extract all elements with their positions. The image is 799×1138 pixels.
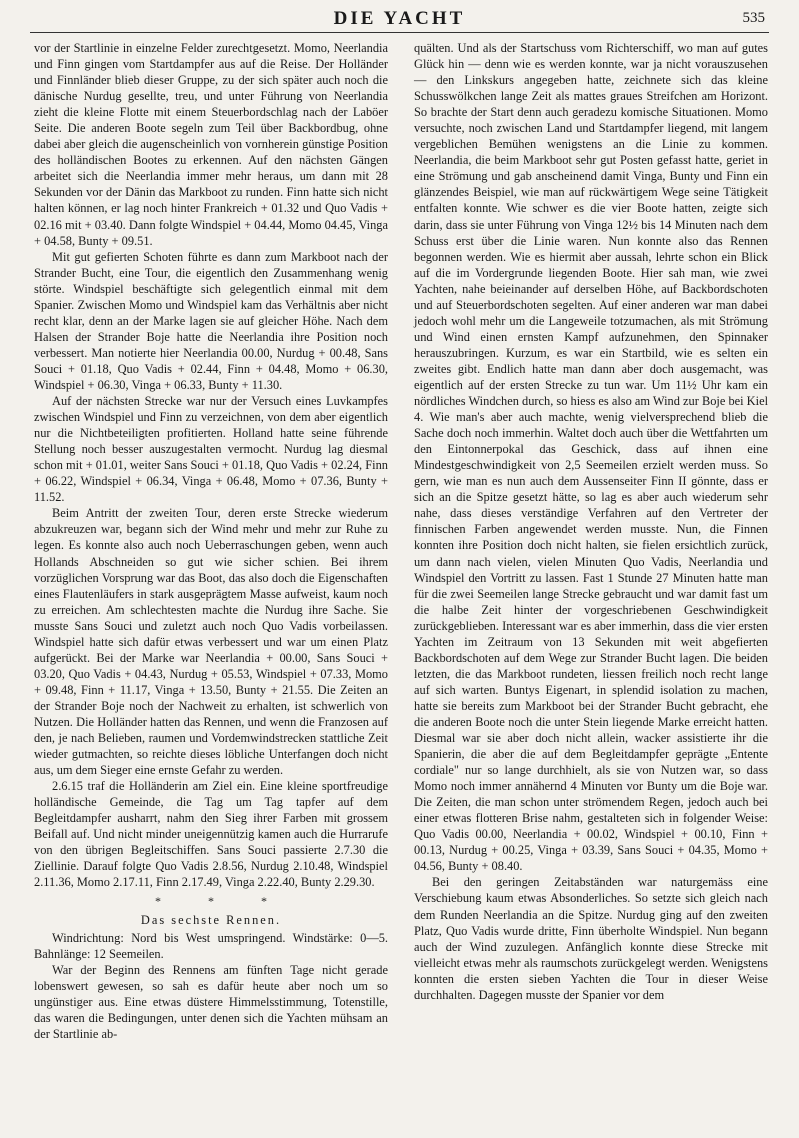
paragraph: quälten. Und als der Startschuss vom Richterschiff, wo man auf gutes Glück hin — denn wie es werden konnte, war ja nicht vorauszusehen — den Linkskurs angegeben hatte, zeichnete sich das kleine Schusswölkchen lange Zeit als mattes graues Streifchen am Horizont. So brachte der Start denn auch geradezu komische Situationen. Momo versuchte, noch zwischen Land und Startdampfer liegend, mit langem vergeblichen Bemühen wenigstens an die Linie zu kommen. Neerlandia, die beim Markboot sehr gut Posten gefasst hatte, geriet in eine Strömung und gab anscheinend damit Vinga, Bunty und Finn ein glänzendes Beispiel, wie man auf rückwärtigem Wege seine Tätigkeit entfalten konnte. Wie schwer es die vier Boote hatten, zeigte sich darin, dass sie unter Führung von Vinga 12½ bis 14 Minuten nach dem Schuss erst über die Linie waren. Nun konnte also das Rennen begonnen werden. Wie es hiermit aber aussah, lehrte schon ein Blick auf die im Vordergrunde liegenden Boote. Hier sah man, wie zwei Yachten, nahe beieinander auf derselben Höhe, auf Backbordschoten und auf Steuerbordschoten segelten. Auf einer anderen war man dabei jedoch wohl mehr um die Langeweile totzumachen, als mit Strömung und Wind einen ernsten Kampf aufzunehmen, den Spinnaker herauszubringen. Kurzum, es war ein Startbild, wie es selten ein zweites gibt. Endlich hatte man dann aber doch ausgemacht, was eigentlich auf der ersten Strecke zu tun war. Um 11½ Uhr kam ein nördliches Windchen durch, so hiess es also am Wind zur Boje bei Kiel 4. Wie man's aber auch machte, wenig vielversprechend blieb die Sache doch noch immerhin. Waltet doch auch über die Wettfahrten um den Eintonnerpokal das Geschick, dass auf ihnen eine Mindestgeschwindigkeit von 2,5 Seemeilen erzielt werden muss. So gern, wie man es nun auch dem Aussenseiter Finn II gönnte, dass er sich an die Spitze gesetzt hätte, so lag es aber auch wiederum sehr nahe, dass dieses verständige Verfahren auf den Vertreter der finnischen Farben angewendet werden musste. Nun, die Finnen konnten ihre Position doch nicht halten, sie fielen ersichtlich zurück, um dann nach vielen, vielen Minuten Quo Vadis, Neerlandia und Windspiel den Vortritt zu lassen. Fast 1 Stunde 27 Minuten hatte man für die zwei Seemeilen lange Strecke gebraucht und war damit fast um die halbe Zeit hinter der vorgeschriebenen Geschwindigkeit zurückgeblieben. Interessant war es aber immerhin, dass die vier ersten Yachten im Zeitraum von 13 Sekunden mit weit abgefierten Backbordschoten auf dem Wege zur Strander Bucht lagen. Die beiden letzten, die das Markboot rundeten, liessen freilich noch recht lange auf sich warten. Buntys Eigenart, in splendid isolation zu machen, hatte sie bereits zum Markboot bei der Strander Bucht gebracht, ehe die anderen Boote noch die unter Stein liegende Marke erreicht hatten. Diesmal war sie aber doch nicht allein, wacker assistierte ihr die Spanierin, die aber die auf dem Begleitdampfer geprägte „Entente cordiale" nur so lange durchhielt, als sie von Nutzen war, so dass Momo noch immer annähernd 4 Minuten vor Bunty um die Boje war. Die Zeiten, die man schon unter strömendem Regen, jedoch auch bei einer etwas flotteren Brise nahm, gestalteten sich in folgender Weise: Quo Vadis 00.00, Neerlandia + 00.02, Windspiel + 00.10, Finn + 00.13, Nurdug + 00.25, Vinga + 03.39, Sans Souci + 04.35, Momo + 04.56, Bunty + 08.40. <box>414 41 769 874</box>
page-header <box>30 6 769 33</box>
section-heading: Das sechste Rennen. <box>140 912 282 927</box>
paragraph: Beim Antritt der zweiten Tour, deren erste Strecke wiederum abzukreuzen war, begann sich der Wind mehr und mehr zur Ruhe zu legen. Es konnte also auch noch Ueberraschungen geben, wenn auch Hollands Abschneiden so gut wie sicher schien. Bei ihrem vorzüglichen Vorsprung war das Boot, das also doch die Eigenschaften eines Flautenläufers in stark ausgeprägtem Masse aufweist, kaum noch zu erreichen. Am schlechtesten machte die Nurdug ihre Sache. Sie musste Sans Souci und zuletzt auch noch Quo Vadis vorbeilassen. Windspiel hatte sich dafür etwas verbessert und war um einen Platz aufgerückt. Bei der Marke war Neerlandia + 00.00, Sans Souci + 03.20, Quo Vadis + 04.43, Nurdug + 05.53, Windspiel + 07.33, Momo + 09.48, Finn + 11.17, Vinga + 13.50, Bunty + 21.55. Die Zeiten an der Strander Boje noch der Nachweit zu erhalten, ist schwerlich von Nutzen. Die Holländer hatten das Rennen, und wenn die Franzosen auf den, je nach Belieben, raumen und Vordemwindstrecken stattliche Zeit wieder gutmachten, so reichte dieses löbliche Unterfangen doch nicht aus, um dem Sieger eine ernste Gefahr zu werden. <box>34 506 388 778</box>
paragraph: Bei den geringen Zeitabständen war naturgemäss eine Verschiebung kaum etwas Absonderliches. So setzte sich gleich nach dem Runden Neerlandia an die Spitze. Nurdug ging auf den zweiten Platz, Quo Vadis wurde dritte, Finn überholte Windspiel. Nun begann auch der Wind zuzulegen. Anfänglich konnte diese Strecke mit vielleicht etwas mehr als raumschots zurückgelegt werden. Wenigstens konnten die ersten sieben Yachten die Tour in dieser Weise durchhalten. Dagegen musste der Spanier vor dem <box>414 875 768 1002</box>
paragraph: Auf der nächsten Strecke war nur der Versuch eines Luvkampfes zwischen Windspiel und Finn zu verzeichnen, von dem aber eigentlich nur die Nichtbeteiligten profitierten. Holland hatte seine führende Stellung noch besser auszugestalten vermocht. Nurdug lag diesmal schon mit + 01.01, weiter Sans Souci + 01.18, Quo Vadis + 02.24, Finn + 06.22, Windspiel + 06.34, Vinga + 06.48, Momo + 07.36, Bunty + 11.52. <box>34 394 388 505</box>
running-title: DIE YACHT <box>333 8 466 29</box>
section-separator: * * * <box>155 894 289 909</box>
left-column <box>34 40 388 1042</box>
page-number: 535 <box>742 10 765 26</box>
paragraph: vor der Startlinie in einzelne Felder zurechtgesetzt. Momo, Neerlandia und Finn gingen vom Startdampfer aus auf die Reise. Der Holländer und Finnländer blieb dieser Gruppe, zu der sich später auch noch die dänische Nurdug gesellte, treu, und unter Führung von Neerlandia zieht die kleine Flotte mit einem Steuerbordschlag nach der Laböer Seite. Die anderen Boote segeln zum Teil über Backbordbug, ohne dabei aber gleich die augenscheinlich von vornherein günstige Position des holländischen Bootes zu erkennen. Auf den nächsten Gängen arbeitet sich die Neerlandia immer mehr heraus, um dann mit 28 Sekunden vor der Dänin das Markboot zu runden. Finn hatte sich nicht halten können, er lag noch hinter Frankreich + 01.32 und Quo Vadis + 02.16 mit + 03.40. Dann folgte Windspiel + 04.44, Momo 04.45, Vinga + 04.58, Bunty + 09.51. <box>34 41 388 248</box>
paragraph: Mit gut gefierten Schoten führte es dann zum Markboot nach der Strander Bucht, eine Tour, die eigentlich den Zusammenhang wenig störte. Windspiel beschäftigte sich gelegentlich einmal mit dem Spanier. Zwischen Momo und Windspiel kam das Verhältnis aber nicht recht klar, denn an der Marke lagen sie auf gleicher Höhe. Nach dem Halsen der Strander Boje hatte die Neerlandia ihre Position noch verbessert. Man notierte hier Neerlandia 00.00, Nurdug + 00.48, Sans Souci + 01.18, Quo Vadis + 02.44, Finn + 04.48, Momo + 06.30, Windspiel + 06.30, Vinga + 06.33, Bunty + 11.30. <box>34 249 388 392</box>
paragraph: Windrichtung: Nord bis West umspringend. Windstärke: 0—5. Bahnlänge: 12 Seemeilen. <box>34 930 388 961</box>
paragraph: 2.6.15 traf die Holländerin am Ziel ein. Eine kleine sportfreudige holländische Gemeinde, die Tag um Tag tapfer auf dem Begleitdampfer ausharrt, nahm den Sieg ihrer Farben mit grossem Beifall auf. Und nicht minder uneigennützig kamen auch die Hurrarufe von den übrigen Begleitschiffen. Sans Souci passierte 2.7.30 die Ziellinie. Darauf folgte Quo Vadis 2.8.56, Nurdug 2.10.48, Windspiel 2.11.36, Momo 2.17.11, Finn 2.17.49, Vinga 2.22.40, Bunty 2.29.30. <box>34 779 388 890</box>
right-column <box>414 40 768 1003</box>
paragraph: War der Beginn des Rennens am fünften Tage nicht gerade lobenswert gewesen, so sah es dafür heute aber noch um so ungünstiger aus. Eine etwas düstere Himmelsstimmung, Totenstille, das waren die Bedingungen, unter denen sich die Yachten mühsam an der Startlinie ab- <box>34 962 388 1041</box>
